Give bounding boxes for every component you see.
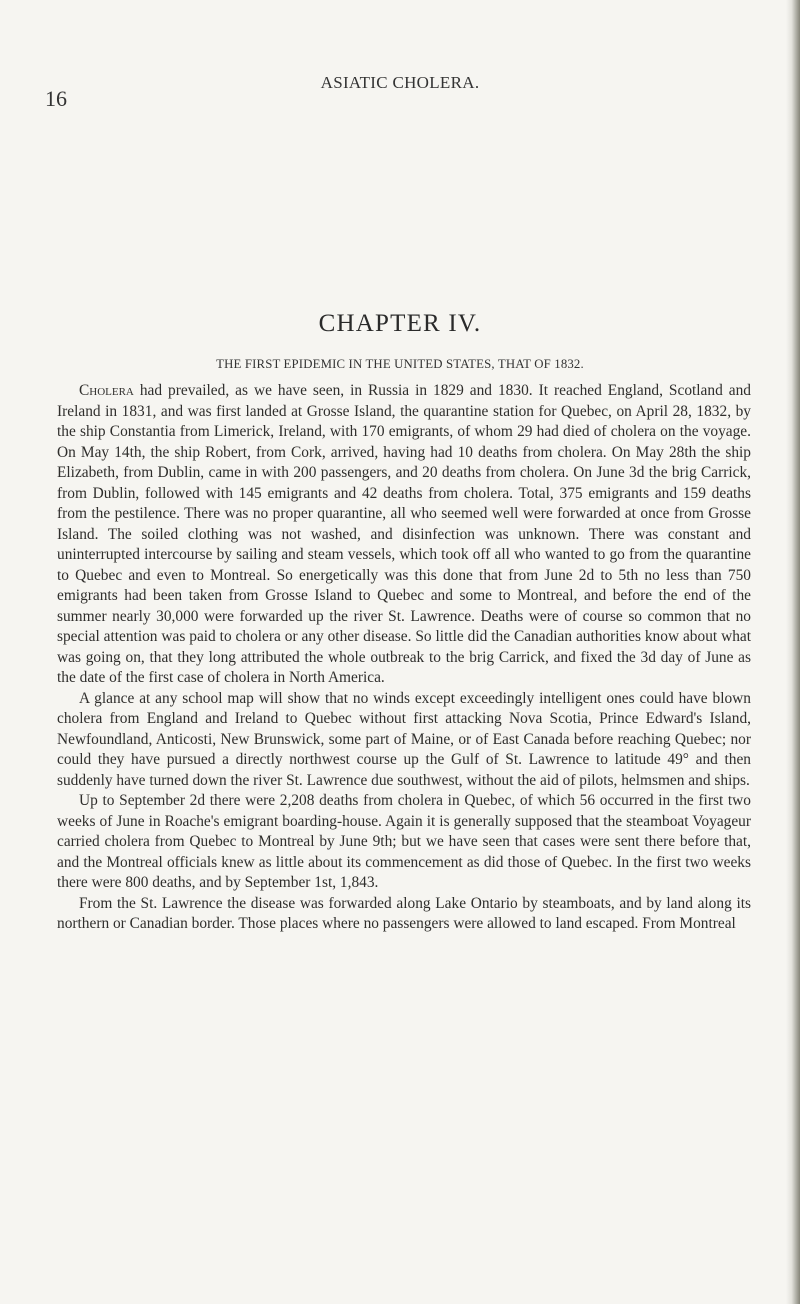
paragraph-text: From the St. Lawrence the disease was forwarded along Lake Ontario by steamboats, and by land along its northern or Canadian border. Those places where no passengers were allowed to land escaped. From Montreal xyxy=(57,894,751,932)
paragraph-lead: Cholera xyxy=(79,382,134,399)
chapter-subtitle: THE FIRST EPIDEMIC IN THE UNITED STATES, THAT OF 1832. xyxy=(216,357,584,371)
paragraph xyxy=(57,689,751,792)
paragraph-text: A glance at any school map will show that no winds except exceedingly intelligent ones could have blown cholera from England and Ireland to Quebec without first attacking Nova Scotia, Prince Edward's Island, Newfoundland, Anticosti, New Brunswick, some part of Maine, or of East Canada before reaching Quebec; nor could they have pursued a directly northwest course up the Gulf of St. Lawrence to latitude 49° and then suddenly have turned down the river St. Lawrence due southwest, without the aid of pilots, helmsmen and ships. xyxy=(57,689,751,789)
body-text xyxy=(57,381,751,935)
paragraph-text: Up to September 2d there were 2,208 deaths from cholera in Quebec, of which 56 occurred in the first two weeks of June in Roache's emigrant boarding-house. Again it is generally supposed that the steamboat Voyageur carried cholera from Quebec to Montreal by June 9th; but we have seen that cases were sent there before that, and the Montreal officials knew as little about its commencement as did those of Quebec. In the first two weeks there were 800 deaths, and by September 1st, 1,843. xyxy=(57,792,751,891)
paragraph xyxy=(57,381,751,689)
page-number: 16 xyxy=(45,86,67,111)
paragraph xyxy=(57,894,751,935)
page-edge-shadow xyxy=(786,0,800,1304)
paragraph xyxy=(57,791,751,894)
running-head: ASIATIC CHOLERA. xyxy=(320,73,480,92)
chapter-title: CHAPTER IV. xyxy=(318,310,482,337)
paragraph-text: had prevailed, as we have seen, in Russia in 1829 and 1830. It reached England, Scotland and Ireland in 1831, and was first landed at Grosse Island, the quarantine station for Quebec, on April 28, 1832, by the ship Constantia from Limerick, Ireland, with 170 emigrants, of whom 29 had died of cholera on the voyage. On May 14th, the ship Robert, from Cork, arrived, having had 10 deaths from cholera. On May 28th the ship Elizabeth, from Dublin, came in with 200 passengers, and 20 deaths from cholera. On June 3d the brig Carrick, from Dublin, followed with 145 emigrants and 42 deaths from cholera. Total, 375 emigrants and 159 deaths from the pestilence. There was no proper quarantine, all who seemed well were forwarded at once from Grosse Island. The soiled clothing was not washed, and disinfection was unknown. There was constant and uninterrupted intercourse by sailing and steam vessels, which took off all who wanted to go from the quarantine to Quebec and even to Montreal. So energetically was this done that from June 2d to 5th no less than 750 emigrants had been taken from Grosse Island to Quebec and some to Montreal, and before the end of the summer nearly 30,000 were forwarded up the river St. Lawrence. Deaths were of course so common that no special attention was paid to cholera or any other disease. So little did the Canadian authorities know about what was going on, that they long attributed the whole outbreak to the brig Carrick, and fixed the 3d day of June as the date of the first case of cholera in North America. xyxy=(57,382,751,686)
